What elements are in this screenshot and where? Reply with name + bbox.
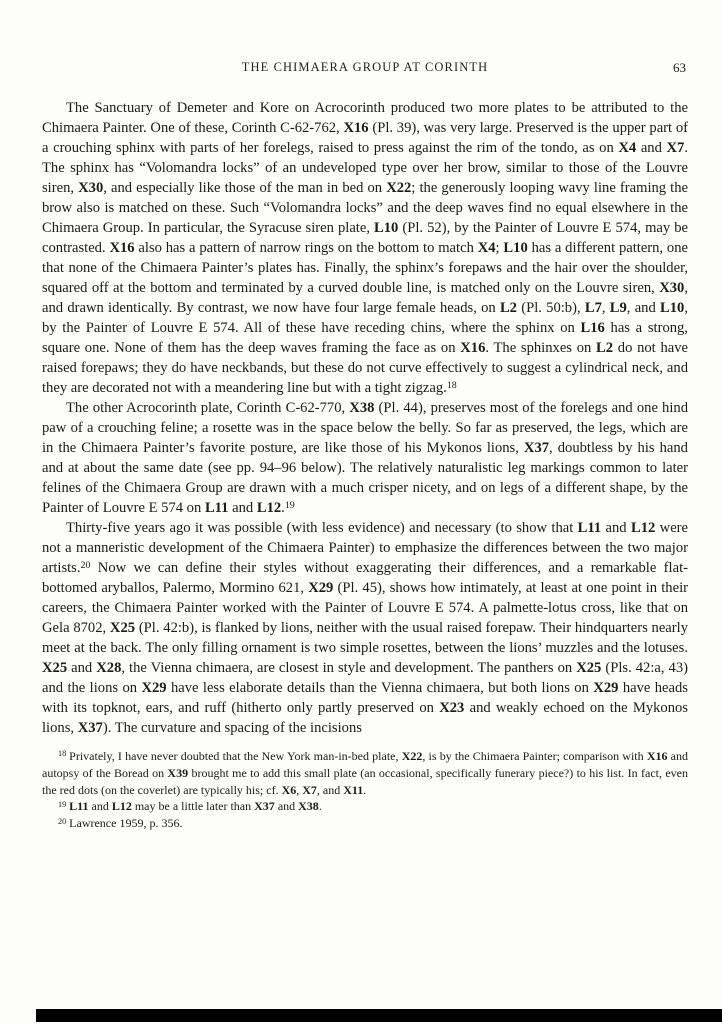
body-paragraph xyxy=(42,518,688,738)
catalog-number: X4 xyxy=(477,240,496,256)
catalog-number: X39 xyxy=(167,765,189,780)
footnote-ref: 18 xyxy=(446,379,457,391)
footnotes-section xyxy=(42,748,688,832)
catalog-number: X28 xyxy=(96,660,122,676)
catalog-number: X38 xyxy=(298,799,319,814)
catalog-number: X16 xyxy=(343,120,369,136)
footnote-number: 19 xyxy=(58,799,67,809)
body-text xyxy=(42,98,688,738)
catalog-number: L2 xyxy=(596,340,614,356)
text-run: also has a pattern of narrow rings on the bottom to match xyxy=(134,240,478,256)
catalog-number: L10 xyxy=(660,300,685,316)
text-run: have less elaborate details than the Vienna chimaera, but both lions on xyxy=(166,680,594,696)
footnote xyxy=(42,798,688,815)
catalog-number: X7 xyxy=(302,782,317,797)
catalog-number: X25 xyxy=(576,660,602,676)
catalog-number: X11 xyxy=(343,782,364,797)
text-run: The Sanctuary of Demeter and Kore on Acrocorinth produced two more plates to be attributed to the Chimaera Painter. One of these, Corinth C-62-762, xyxy=(42,100,688,136)
catalog-number: L11 xyxy=(69,799,89,814)
text-run: . xyxy=(281,500,285,516)
catalog-number: X16 xyxy=(646,749,668,763)
text-run: The other Acrocorinth plate, Corinth C-62-770, xyxy=(66,400,350,416)
text-run: . The sphinx has “Volomandra locks” of an undeveloped type over her brow, similar to those of the Louvre siren, xyxy=(42,140,688,196)
text-run: brought me to add this small plate (an occasional, specifically funerary piece?) to his list. In fact, even the red dots (on the coverlet) are typically his; cf. xyxy=(42,765,688,797)
text-run: may be a little later than xyxy=(131,799,255,814)
catalog-number: L12 xyxy=(111,799,132,814)
text-run: . xyxy=(363,782,367,797)
text-run: , xyxy=(601,300,610,316)
text-run: (Pl. 42:b), is flanked by lions, neither with the usual raised forepaw. Their hindquarters nearly meet at the back. The only filling ornament is two simple rosettes, between the lions’ muzzles and the lotuses. xyxy=(42,620,688,656)
text-run: (Pl. 50:b), xyxy=(516,300,585,316)
footnote-ref: 20 xyxy=(80,559,91,571)
text-run: , and especially like those of the man in bed on xyxy=(103,180,387,196)
catalog-number: L12 xyxy=(630,520,656,536)
catalog-number: L16 xyxy=(580,320,605,336)
text-run: , and xyxy=(626,300,661,316)
catalog-number: X30 xyxy=(78,180,104,196)
text-run: (Pl. 45), shows how intimately, at least at one point in their careers, the Chimaera Painter worked with the Painter of Louvre E 574. A palmette-lotus cross, like that on Gela 8702, xyxy=(42,580,688,636)
catalog-number: L11 xyxy=(577,520,602,536)
scan-artifact-bar xyxy=(36,1009,722,1022)
catalog-number: L7 xyxy=(584,300,602,316)
text-run: were not a manneristic development of the Chimaera Painter) to emphasize the differences between the two major artists. xyxy=(42,520,689,576)
text-run: , and xyxy=(316,782,344,797)
text-run: and xyxy=(636,140,667,156)
footnote-number: 20 xyxy=(58,816,67,826)
catalog-number: X38 xyxy=(349,400,375,416)
catalog-number: X23 xyxy=(439,700,465,716)
catalog-number: X16 xyxy=(460,340,486,356)
text-run: has a strong, square one. None of them has the deep waves framing the face as on xyxy=(42,320,688,356)
text-run: and autopsy of the Boread on xyxy=(42,749,688,780)
text-run: ; xyxy=(495,240,504,256)
text-run: (Pls. 42:a, 43) and the lions on xyxy=(42,660,688,696)
footnote-ref: 19 xyxy=(284,499,295,511)
body-paragraph xyxy=(42,98,688,398)
catalog-number: X6 xyxy=(281,782,297,797)
catalog-number: X29 xyxy=(141,680,167,696)
text-run: and weakly echoed on the Mykonos lions, xyxy=(42,700,688,736)
catalog-number: L10 xyxy=(503,240,528,256)
catalog-number: X37 xyxy=(523,440,550,456)
footnote xyxy=(42,815,688,832)
text-run: and xyxy=(601,520,631,536)
body-paragraph xyxy=(42,398,688,518)
text-run: . The sphinxes on xyxy=(485,340,597,356)
text-run: has a different pattern, one that none of the Chimaera Painter’s plates has. Finally, the sphinx’s forepaws and the hair over the shoulder, squared off at the bottom and terminated by a curved double line, is matched only on the Louvre siren, xyxy=(42,240,688,296)
text-run: , by the Painter of Louvre E 574. All of these have receding chins, where the sphinx on xyxy=(42,300,688,336)
catalog-number: X37 xyxy=(77,720,103,736)
text-run: (Pl. 52), by the Painter of Louvre E 574, may be contrasted. xyxy=(42,220,689,256)
catalog-number: L9 xyxy=(609,300,627,316)
text-run: have heads with its topknot, ears, and ruff (hitherto only partly preserved on xyxy=(42,680,688,716)
running-title: THE CHIMAERA GROUP AT CORINTH xyxy=(241,60,489,74)
catalog-number: X16 xyxy=(109,240,135,256)
text-run: Lawrence 1959, p. 356. xyxy=(69,816,183,831)
catalog-number: L11 xyxy=(204,500,229,516)
text-run: ). The curvature and spacing of the incisions xyxy=(102,720,362,736)
footnote-number: 18 xyxy=(58,749,67,759)
catalog-number: X30 xyxy=(659,280,685,296)
text-run: Thirty-five years ago it was possible (with less evidence) and necessary (to show that xyxy=(66,520,578,536)
text-run: , xyxy=(296,782,303,797)
catalog-number: X4 xyxy=(618,140,637,156)
text-run: Now we can define their styles without exaggerating their differences, and a remarkable flat-bottomed aryballos, Palermo, Mormino 621, xyxy=(42,560,688,596)
text-run: , is by the Chimaera Painter; comparison with xyxy=(422,749,647,763)
catalog-number: X22 xyxy=(401,749,423,763)
text-run: , the Vienna chimaera, are closest in style and development. The panthers on xyxy=(121,660,577,676)
page-number: 63 xyxy=(673,60,686,75)
catalog-number: X22 xyxy=(386,180,412,196)
catalog-number: X25 xyxy=(42,660,68,676)
catalog-number: L2 xyxy=(499,300,517,316)
catalog-number: X37 xyxy=(254,799,275,814)
text-run: ; the generously looping wavy line framing the brow also is matched on these. Such “Volomandra locks” and the deep waves find no equal elsewhere in the Chimaera Group. In particular, the Syracuse siren plate, xyxy=(42,180,689,236)
text-run: and xyxy=(88,799,112,814)
catalog-number: X7 xyxy=(666,140,685,156)
catalog-number: X29 xyxy=(593,680,619,696)
catalog-number: X29 xyxy=(308,580,334,596)
footnote xyxy=(42,748,688,798)
text-run: do not have raised forepaws; they do have neckbands, but these do not curve effectively to suggest a cylindrical neck, and they are decorated not with a meandering line but with a tight zigzag. xyxy=(42,340,689,396)
text-run: (Pl. 44), preserves most of the forelegs and one hind paw of a crouching feline; a rosette was in the space below the belly. So far as preserved, the legs, which are in the Chimaera Painter’s favorite posture, are like those of his Mykonos lions, xyxy=(42,400,688,456)
catalog-number: L10 xyxy=(374,220,399,236)
text-run: . xyxy=(318,799,322,814)
text-run: and xyxy=(274,799,299,814)
text-run: , doubtless by his hand and at about the same date (see pp. 94–96 below). The relatively naturalistic leg markings common to later felines of the Chimaera Group are drawn with a much crisper nicety, and on legs of a different shape, by the Painter of Louvre E 574 on xyxy=(42,440,688,516)
text-run: and xyxy=(67,660,97,676)
text-run: and xyxy=(228,500,257,516)
catalog-number: X25 xyxy=(109,620,136,636)
text-run: (Pl. 39), was very large. Preserved is the upper part of a crouching sphinx with parts of her forelegs, raised to press against the rim of the tondo, as on xyxy=(42,120,688,156)
page-header xyxy=(42,60,688,80)
text-run: , and drawn identically. By contrast, we now have four large female heads, on xyxy=(42,280,688,316)
text-run: Privately, I have never doubted that the New York man-in-bed plate, xyxy=(69,749,402,763)
catalog-number: L12 xyxy=(256,500,282,516)
